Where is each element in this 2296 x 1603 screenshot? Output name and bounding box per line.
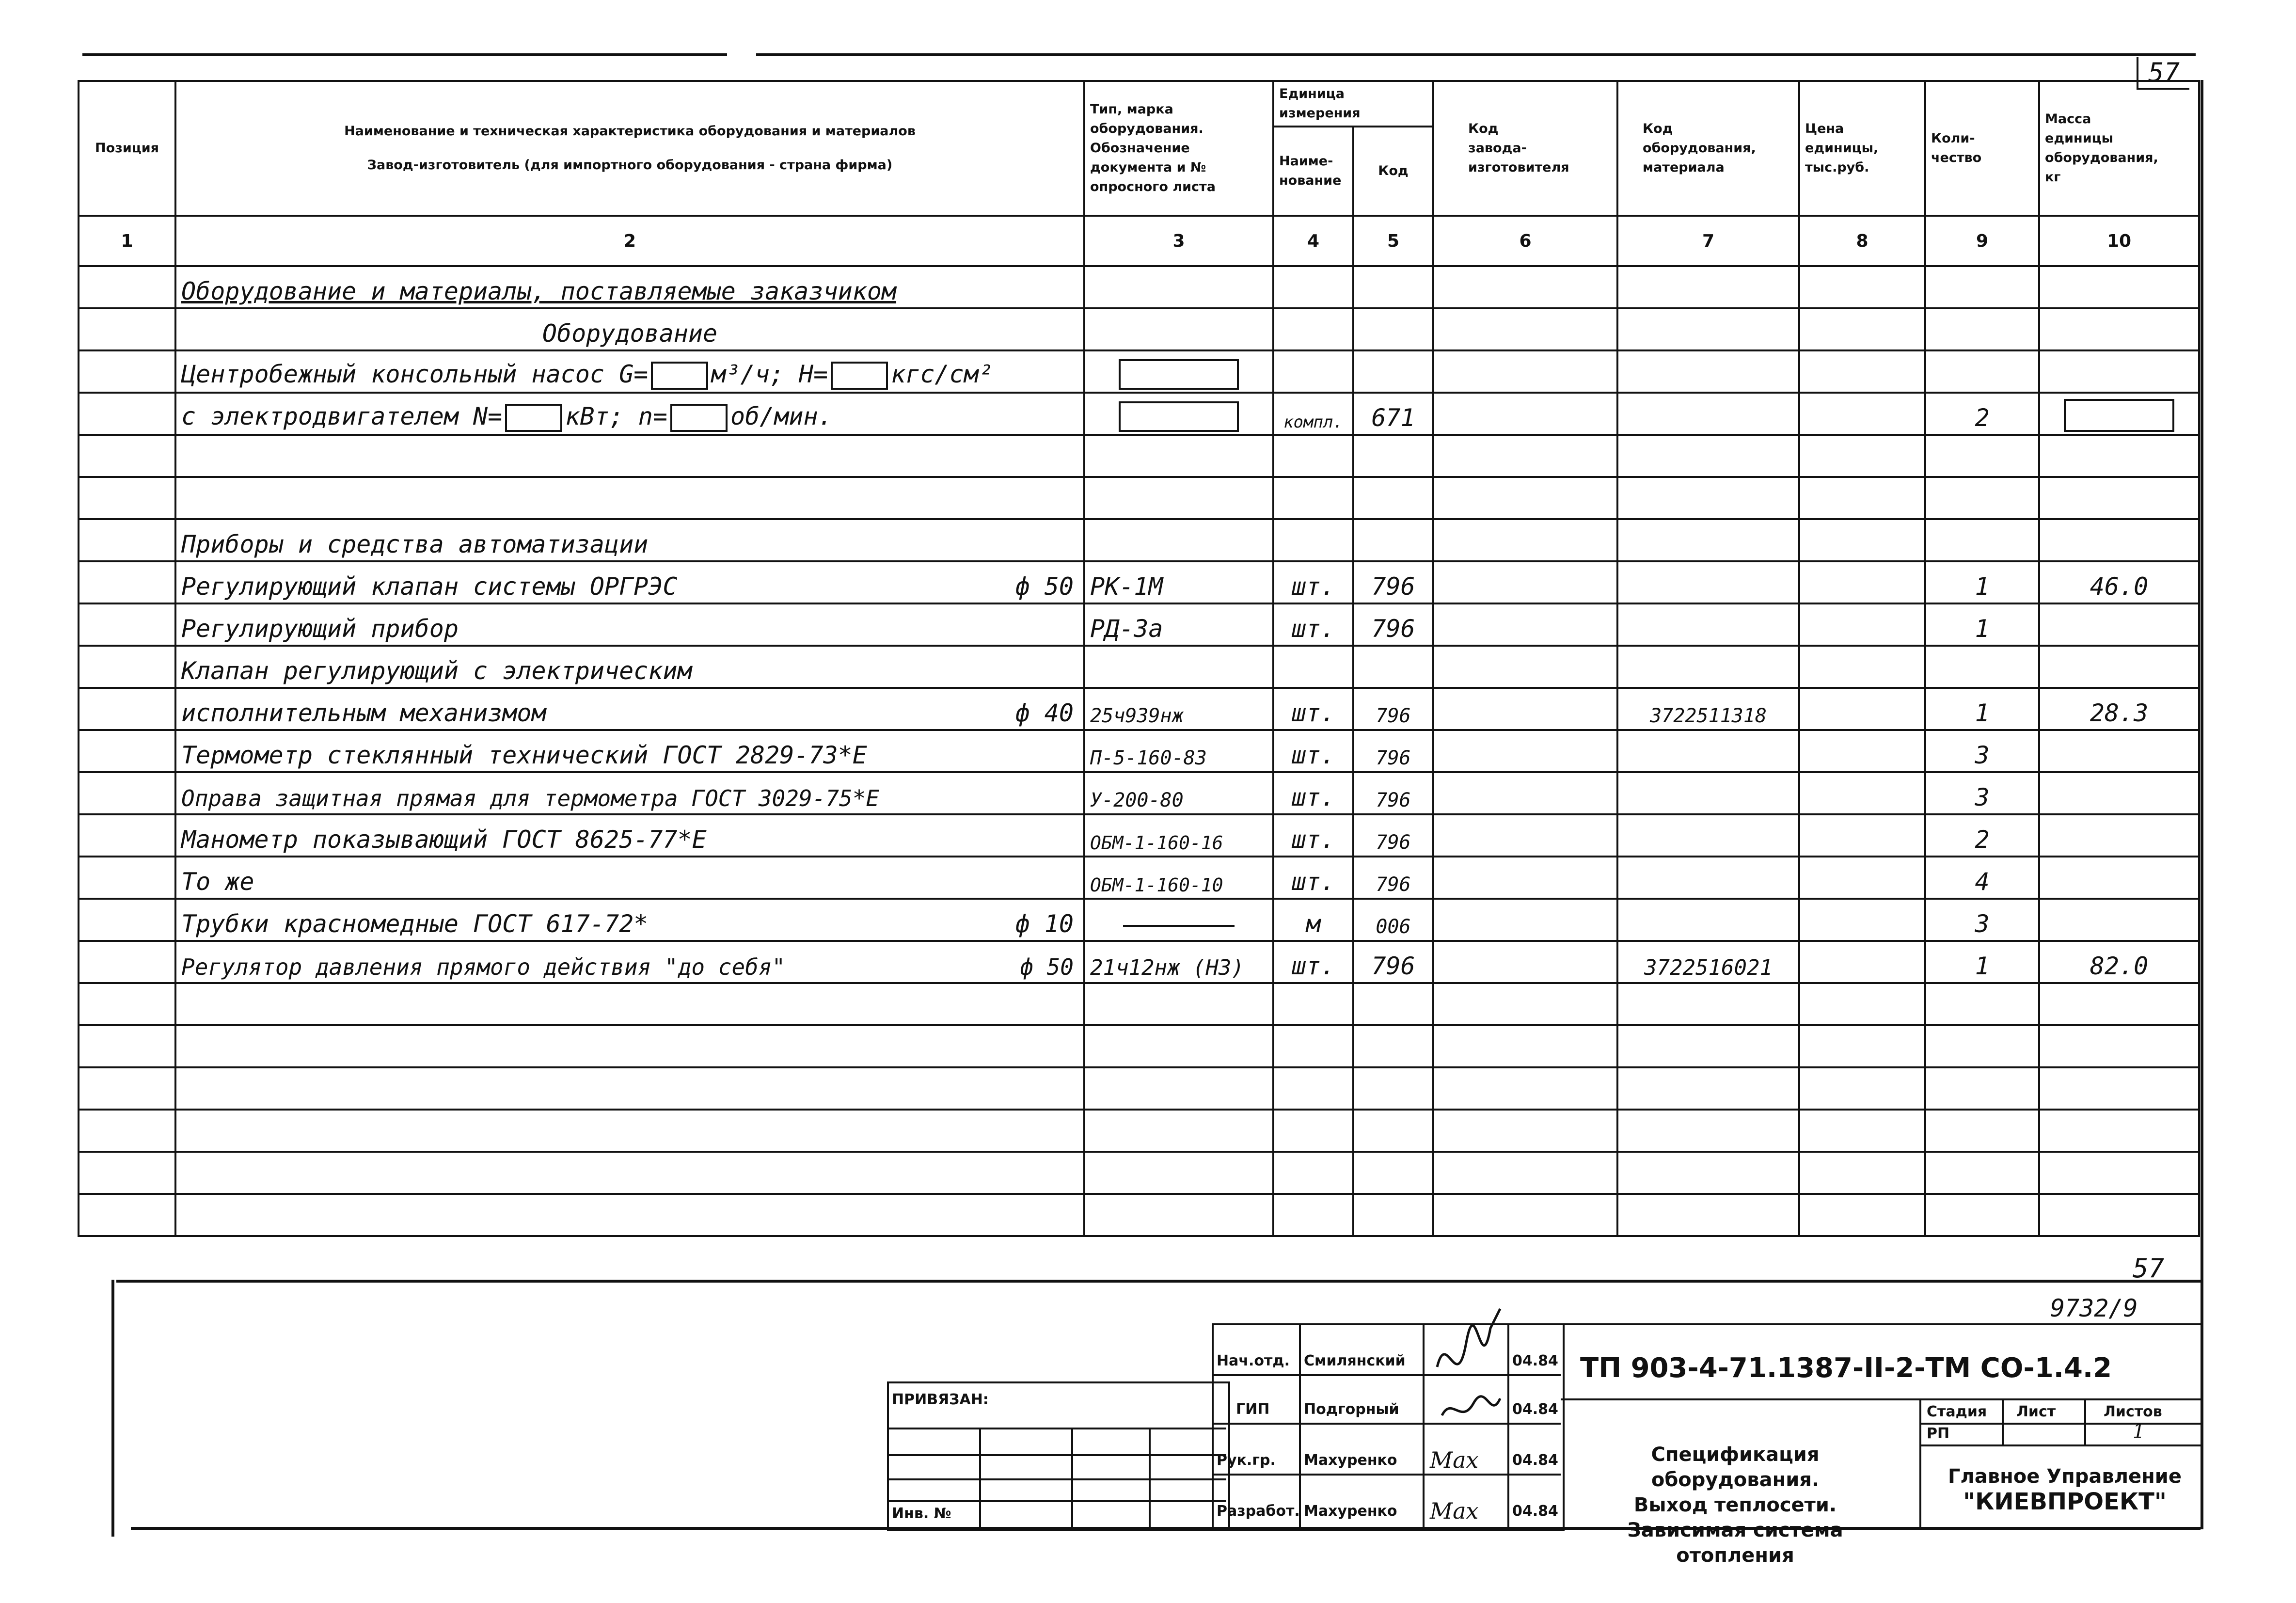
header-mass-l3: оборудования, [2045, 150, 2158, 165]
item-dn: ф 40 [1015, 699, 1074, 727]
binding-line-1 [887, 1428, 1226, 1429]
item-qty: 1 [1925, 941, 2039, 983]
privyazan-label: ПРИВЯЗАН: [892, 1391, 989, 1408]
item-unit: шт. [1273, 772, 1353, 814]
specification-table [78, 80, 2200, 1237]
colnum-8: 8 [1799, 216, 1925, 266]
column-number-row [79, 216, 2199, 266]
colnum-6: 6 [1433, 216, 1617, 266]
item-mass: 28.3 [2039, 688, 2199, 730]
colnum-10: 10 [2039, 216, 2199, 266]
table-row [79, 688, 2199, 730]
power-blank-box [505, 404, 562, 432]
item-name [175, 561, 1084, 603]
mass-blank-box [2064, 399, 2174, 432]
item-dn: ф 10 [1015, 910, 1074, 938]
item-dn: ф 50 [1020, 954, 1074, 980]
frame-right-line [2201, 80, 2203, 1529]
pump-line2-cell [175, 393, 1084, 435]
pump-line2-unit1: кВт; n= [565, 402, 667, 430]
pump-line1-unit2: кгс/см² [891, 360, 993, 388]
stage-line-1 [1919, 1423, 2201, 1425]
item-type: РД-3а [1084, 603, 1273, 646]
header-unitname-l2: нование [1279, 173, 1342, 188]
item-name-text: Манометр показывающий ГОСТ 8625-77*Е [181, 825, 707, 854]
header-type-l2: оборудования. [1090, 121, 1203, 136]
table-row [79, 308, 2199, 350]
date-1: 04.84 [1512, 1352, 1558, 1369]
item-qty: 1 [1925, 603, 2039, 646]
header-mass-l1: Масса [2045, 111, 2091, 127]
item-code: 796 [1353, 561, 1433, 603]
item-mass: 82.0 [2039, 941, 2199, 983]
name-4: Махуренко [1304, 1503, 1397, 1520]
name-2: Подгорный [1304, 1401, 1399, 1418]
header-type-l4: документа и № [1090, 160, 1206, 175]
header-unitname-l1: Наиме- [1279, 154, 1333, 169]
pump-line2-text: с электродвигателем N= [181, 402, 503, 430]
subsection-equipment: Оборудование [175, 308, 1084, 350]
table-row [79, 772, 2199, 814]
header-name [175, 81, 1084, 216]
item-code: 796 [1353, 857, 1433, 899]
item-dn: ф 50 [1015, 572, 1074, 601]
item-mass [2039, 857, 2199, 899]
organization [1934, 1464, 2196, 1514]
item-unit: шт. [1273, 688, 1353, 730]
item-code: 796 [1353, 814, 1433, 857]
pump-line1-unit1: м³/ч; H= [711, 360, 828, 388]
item-name [175, 941, 1084, 983]
item-mass [2039, 814, 2199, 857]
colnum-9: 9 [1925, 216, 2039, 266]
page-number-top: 57 [2137, 57, 2189, 90]
sheet-label: Лист [2016, 1403, 2056, 1420]
item-name-text: исполнительным механизмом [181, 699, 546, 727]
item-name [175, 646, 1084, 688]
table-row [79, 1067, 2199, 1110]
colnum-5: 5 [1353, 216, 1433, 266]
pump-qty: 2 [1925, 393, 2039, 435]
table-row [79, 1110, 2199, 1152]
item-name [175, 772, 1084, 814]
item-eq-code [1617, 603, 1799, 646]
table-row [79, 857, 2199, 899]
item-qty: 3 [1925, 772, 2039, 814]
document-code: ТП 903-4-71.1387-II-2-ТМ СО-1.4.2 [1580, 1352, 2112, 1384]
table-row [79, 435, 2199, 477]
header-position: Позиция [79, 81, 175, 216]
header-price-l3: тыс.руб. [1805, 160, 1869, 175]
binding-col-3 [1149, 1428, 1151, 1527]
item-name-text: Регулятор давления прямого действия "до себя" [181, 954, 786, 980]
header-factory-l2: завода- [1468, 141, 1527, 156]
item-type: У-200-80 [1084, 772, 1273, 814]
item-mass [2039, 772, 2199, 814]
pump-line2-unit2: об/мин. [730, 402, 833, 430]
document-title [1566, 1442, 1905, 1568]
header-qty-l1: Коли- [1931, 131, 1975, 146]
item-type: РК-1М [1084, 561, 1273, 603]
header-mass-l4: кг [2045, 170, 2061, 185]
item-qty: 1 [1925, 561, 2039, 603]
header-type-l1: Тип, марка [1090, 102, 1173, 117]
item-unit: м [1273, 899, 1353, 941]
title-line-1: Спецификация оборудования. [1651, 1444, 1820, 1491]
table-row [79, 730, 2199, 772]
item-type: 25ч939нж [1084, 688, 1273, 730]
item-code: 796 [1353, 730, 1433, 772]
colnum-1: 1 [79, 216, 175, 266]
signature-scribble [1427, 1299, 1510, 1425]
binding-line-4 [887, 1500, 1226, 1502]
type-blank-box-1 [1119, 359, 1239, 390]
table-row [79, 899, 2199, 941]
item-name-text: Оправа защитная прямая для термометра ГОСТ 3029-75*Е [181, 785, 880, 811]
sheets-value: 1 [2133, 1420, 2145, 1443]
item-mass [2039, 899, 2199, 941]
table-row [79, 519, 2199, 561]
item-qty: 4 [1925, 857, 2039, 899]
role-4: Разработ. [1217, 1503, 1300, 1520]
stage-label: Стадия [1927, 1403, 1987, 1420]
header-price [1799, 81, 1925, 216]
frame-left-line [111, 1280, 114, 1537]
header-eqcode-l3: материала [1643, 160, 1725, 175]
frame-top-right-line [756, 53, 2196, 56]
table-row [79, 561, 2199, 603]
binding-col-1 [979, 1428, 981, 1527]
item-unit: шт. [1273, 730, 1353, 772]
item-unit: шт. [1273, 561, 1353, 603]
header-equipment-code [1617, 81, 1799, 216]
item-name [175, 688, 1084, 730]
binding-col-2 [1071, 1428, 1073, 1527]
header-eqcode-l1: Код [1643, 121, 1673, 136]
binding-line-3 [887, 1478, 1226, 1480]
date-2: 04.84 [1512, 1401, 1558, 1418]
item-unit: шт. [1273, 603, 1353, 646]
name-3: Махуренко [1304, 1452, 1397, 1469]
sign-col-1 [1299, 1323, 1301, 1527]
page-number-bottom: 57 [2133, 1253, 2165, 1284]
item-mass [2039, 730, 2199, 772]
table-row [79, 1194, 2199, 1236]
table-row [79, 814, 2199, 857]
item-eq-code [1617, 899, 1799, 941]
name-1: Смилянский [1304, 1352, 1406, 1369]
flow-blank-box [651, 362, 708, 390]
header-unit-l2: измерения [1279, 106, 1361, 121]
header-factory-l3: изготовителя [1468, 160, 1569, 175]
header-mass-l2: единицы [2045, 131, 2114, 146]
stage-col-1 [2002, 1398, 2004, 1444]
table-row [79, 1025, 2199, 1067]
item-mass: 46.0 [2039, 561, 2199, 603]
header-unit-name [1273, 127, 1353, 216]
date-4: 04.84 [1512, 1503, 1558, 1520]
title-line-3: Зависимая система отопления [1627, 1519, 1843, 1567]
section-heading: Оборудование и материалы, поставляемые заказчиком [175, 266, 1084, 308]
item-name [175, 814, 1084, 857]
org-line-1: Главное Управление [1948, 1465, 2182, 1488]
item-name [175, 603, 1084, 646]
header-unit-l1: Единица [1279, 86, 1345, 101]
header-type [1084, 81, 1273, 216]
header-name-line1: Наименование и техническая характеристика оборудования и материалов [344, 124, 916, 139]
item-name-text: То же [181, 868, 254, 896]
table-row [79, 983, 2199, 1025]
header-type-l5: опросного листа [1090, 179, 1216, 194]
role-3: Рук.гр. [1217, 1452, 1276, 1469]
table-row [79, 1152, 2199, 1194]
item-type: П-5-160-83 [1084, 730, 1273, 772]
item-qty: 3 [1925, 730, 2039, 772]
pump-code: 671 [1353, 393, 1433, 435]
item-code: 796 [1353, 772, 1433, 814]
header-factory-l1: Код [1468, 121, 1499, 136]
sign-col-2 [1423, 1323, 1425, 1527]
item-type: 21ч12нж (Н3) [1084, 941, 1273, 983]
item-unit: шт. [1273, 814, 1353, 857]
item-unit: шт. [1273, 941, 1353, 983]
header-type-l3: Обозначение [1090, 141, 1190, 156]
org-line-2: "КИЕВПРОЕКТ" [1963, 1488, 2167, 1515]
item-qty: 3 [1925, 899, 2039, 941]
subsection-automation: Приборы и средства автоматизации [175, 519, 1084, 561]
header-price-l1: Цена [1805, 121, 1844, 136]
item-name [175, 899, 1084, 941]
frame-top-left-line [82, 53, 727, 56]
table-header-row [79, 81, 2199, 127]
date-3: 04.84 [1512, 1452, 1558, 1469]
title-line-2: Выход теплосети. [1633, 1494, 1837, 1516]
item-type: ОБМ-1-160-10 [1084, 857, 1273, 899]
table-row [79, 477, 2199, 519]
item-qty: 2 [1925, 814, 2039, 857]
item-name [175, 730, 1084, 772]
colnum-3: 3 [1084, 216, 1273, 266]
item-code: 006 [1353, 899, 1433, 941]
binding-line-2 [887, 1454, 1226, 1456]
header-quantity [1925, 81, 2039, 216]
colnum-4: 4 [1273, 216, 1353, 266]
item-name-text: Клапан регулирующий с электрическим [181, 657, 692, 685]
inventory-number: 9732/9 [2050, 1294, 2138, 1322]
item-name-text: Регулирующий прибор [181, 615, 459, 643]
title-block-top [1561, 1323, 2201, 1325]
table-row [79, 603, 2199, 646]
sheets-label: Листов [2104, 1403, 2162, 1420]
head-blank-box [831, 362, 888, 390]
item-eq-code [1617, 772, 1799, 814]
signature-1: Мах [1430, 1447, 1479, 1473]
header-qty-l2: чество [1931, 150, 1982, 165]
item-name-text: Трубки красномедные ГОСТ 617-72* [181, 910, 649, 938]
header-price-l2: единицы, [1805, 141, 1879, 156]
type-blank-box-2 [1119, 401, 1239, 432]
table-row [79, 941, 2199, 983]
pump-unit: компл. [1273, 393, 1353, 435]
table-row [79, 646, 2199, 688]
stage-block-left [1919, 1398, 1921, 1527]
header-unit-code: Код [1353, 127, 1433, 216]
role-2: ГИП [1236, 1401, 1270, 1418]
colnum-2: 2 [175, 216, 1084, 266]
item-code: 796 [1353, 941, 1433, 983]
pump-line1-cell [175, 350, 1084, 393]
table-row [79, 350, 2199, 393]
header-mass [2039, 81, 2199, 216]
table-row [79, 266, 2199, 308]
speed-blank-box [670, 404, 728, 432]
table-row [79, 393, 2199, 435]
item-eq-code [1617, 561, 1799, 603]
item-code: 796 [1353, 603, 1433, 646]
role-1: Нач.отд. [1217, 1352, 1290, 1369]
type-dash [1123, 925, 1235, 927]
item-unit: шт. [1273, 857, 1353, 899]
header-factory-code [1433, 81, 1617, 216]
stage-col-2 [2084, 1398, 2086, 1444]
table-bottom-line [116, 1280, 2201, 1283]
title-block-mid [1561, 1398, 2201, 1400]
item-code: 796 [1353, 688, 1433, 730]
item-eq-code: 3722511318 [1617, 688, 1799, 730]
inv-no-label: Инв. № [892, 1505, 951, 1522]
item-eq-code [1617, 730, 1799, 772]
colnum-7: 7 [1617, 216, 1799, 266]
stage-value: РП [1927, 1425, 1950, 1442]
item-name [175, 857, 1084, 899]
header-name-line2: Завод-изготовитель (для импортного оборудования - страна фирма) [367, 158, 893, 173]
item-eq-code [1617, 814, 1799, 857]
item-name-text: Регулирующий клапан системы ОРГРЭС [181, 572, 678, 601]
item-name-text: Термометр стеклянный технический ГОСТ 2829-73*Е [181, 741, 867, 769]
item-qty: 1 [1925, 688, 2039, 730]
header-eqcode-l2: оборудования, [1643, 141, 1756, 156]
signature-2: Мах [1430, 1498, 1479, 1524]
item-eq-code: 3722516021 [1617, 941, 1799, 983]
item-mass [2039, 603, 2199, 646]
item-type: ОБМ-1-160-16 [1084, 814, 1273, 857]
header-unit-group [1273, 81, 1433, 127]
pump-line1-text: Центробежный консольный насос G= [181, 360, 649, 388]
stage-line-2 [1919, 1444, 2201, 1446]
item-eq-code [1617, 857, 1799, 899]
